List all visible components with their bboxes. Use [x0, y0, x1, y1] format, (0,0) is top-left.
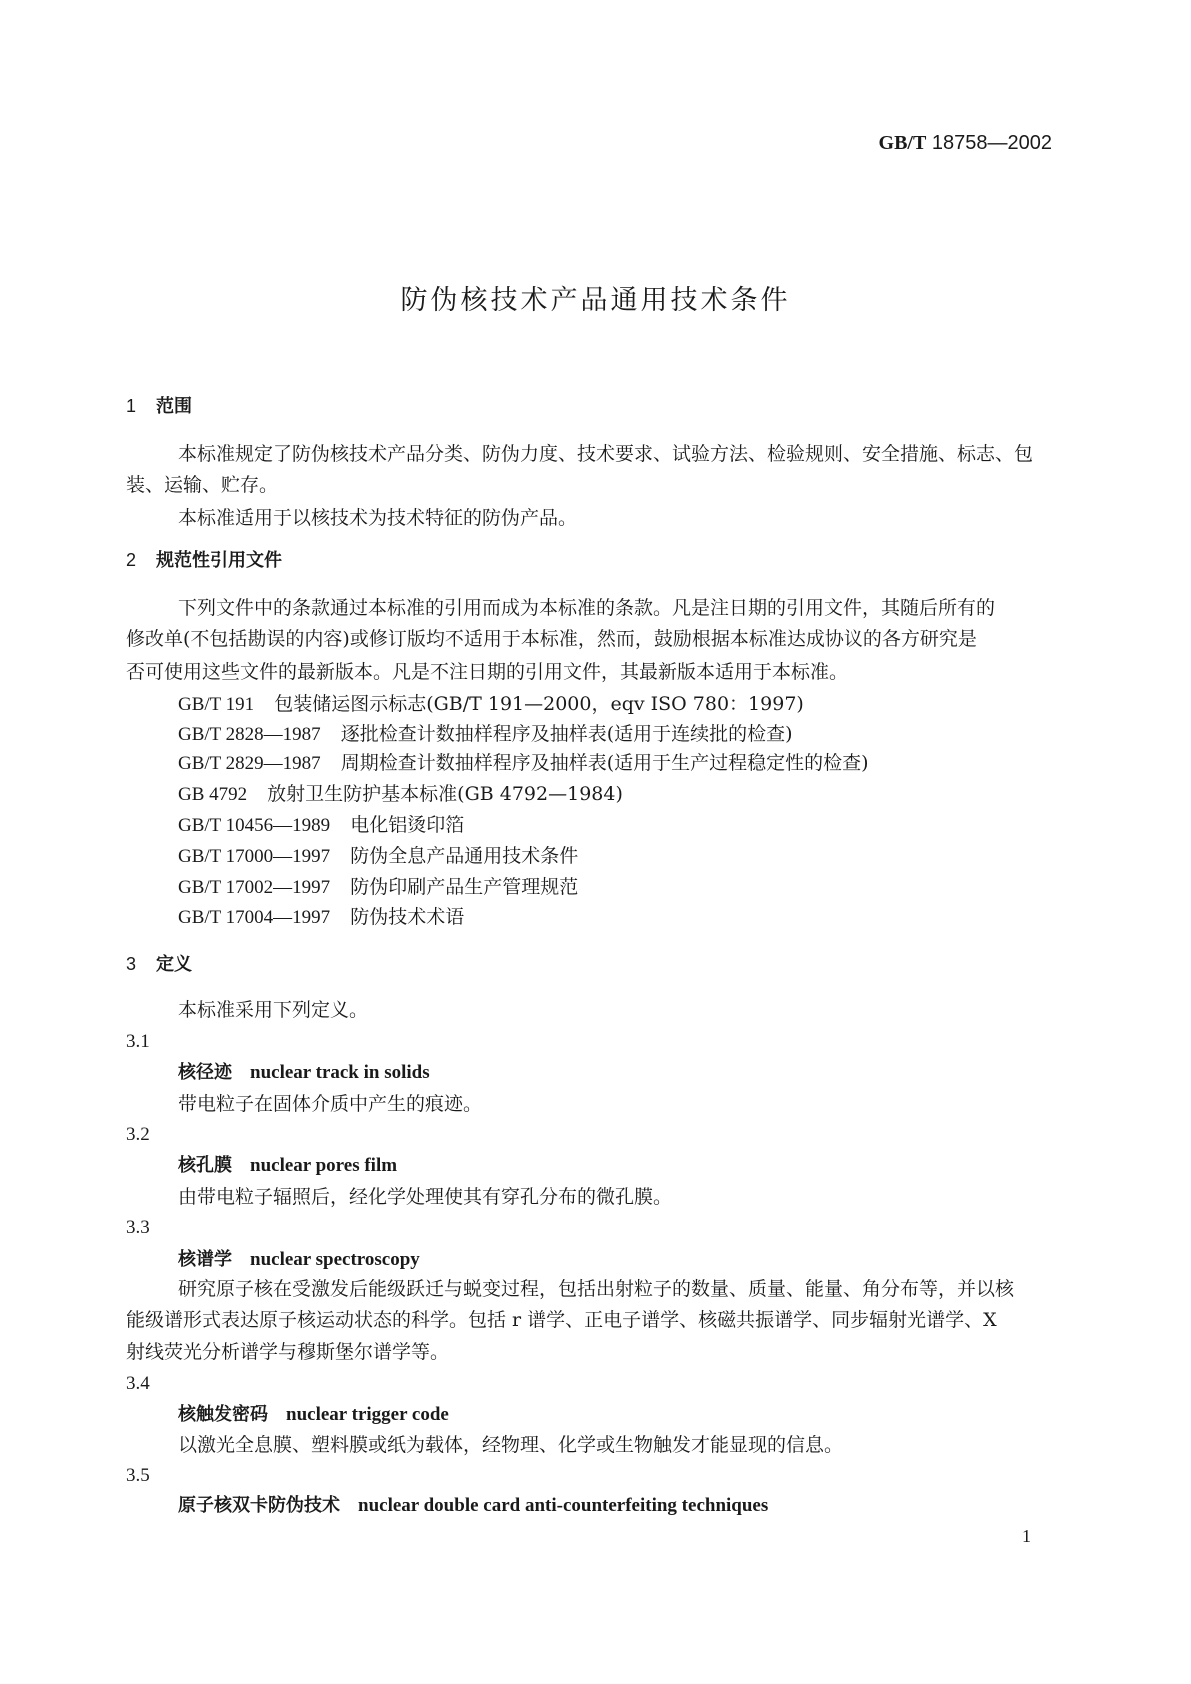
term-en: nuclear pores film [250, 1155, 398, 1176]
section-number: 1 [126, 396, 137, 416]
definition-line: 带电粒子在固体介质中产生的痕迹。 [178, 1093, 483, 1115]
reference-title: 防伪印刷产品生产管理规范 [350, 876, 579, 898]
paragraph-line: 否可使用这些文件的最新版本。凡是不注日期的引用文件，其最新版本适用于本标准。 [126, 661, 849, 683]
definition-line: 能级谱形式表达原子核运动状态的科学。包括 r 谱学、正电子谱学、核磁共振谱学、同步辐射光谱学、X [126, 1309, 997, 1331]
standard-code [879, 130, 1052, 155]
reference-item [178, 901, 464, 933]
term-en: nuclear trigger code [286, 1404, 449, 1425]
clause-number: 3.1 [126, 1031, 150, 1052]
reference-code: GB/T 2828—1987 [178, 724, 321, 745]
paragraph-line: 装、运输、贮存。 [126, 474, 279, 496]
term-en: nuclear spectroscopy [250, 1249, 420, 1270]
term [178, 1150, 397, 1182]
reference-item [178, 778, 623, 810]
term-en: nuclear double card anti-counterfeiting techniques [358, 1495, 769, 1516]
paragraph-line: 修改单(不包括勘误的内容)或修订版均不适用于本标准，然而，鼓励根据本标准达成协议的各方研究是 [126, 628, 977, 650]
section-number: 2 [126, 550, 137, 570]
reference-title: 周期检查计数抽样程序及抽样表(适用于生产过程稳定性的检查) [340, 752, 869, 774]
section-number: 3 [126, 954, 137, 974]
definition-line: 由带电粒子辐照后，经化学处理使其有穿孔分布的微孔膜。 [178, 1186, 673, 1208]
paragraph-line: 本标准适用于以核技术为技术特征的防伪产品。 [178, 507, 578, 529]
reference-item [178, 871, 578, 903]
term [178, 1490, 768, 1522]
section-title: 定义 [156, 954, 193, 975]
reference-code: GB 4792 [178, 784, 248, 805]
reference-title: 包装储运图示标志(GB/T 191—2000，eqv ISO 780：1997) [274, 693, 804, 715]
paragraph-line: 本标准采用下列定义。 [178, 999, 369, 1021]
definition-line: 研究原子核在受激发后能级跃迁与蜕变过程，包括出射粒子的数量、质量、能量、角分布等，并以核 [178, 1278, 1015, 1300]
term-zh: 核谱学 [178, 1249, 232, 1270]
reference-title: 防伪全息产品通用技术条件 [350, 845, 579, 867]
document-title: 防伪核技术产品通用技术条件 [400, 285, 791, 316]
standard-code-number: 18758—2002 [926, 132, 1052, 154]
standard-code-prefix: GB/T [878, 132, 927, 154]
reference-title: 电化铝烫印箔 [350, 814, 465, 836]
term-en: nuclear track in solids [250, 1062, 430, 1083]
reference-code: GB/T 191 [178, 694, 255, 715]
term [178, 1399, 449, 1431]
reference-code: GB/T 10456—1989 [178, 815, 331, 836]
term [178, 1244, 420, 1276]
reference-item [178, 718, 793, 750]
reference-item [178, 747, 869, 779]
clause-number: 3.3 [126, 1217, 150, 1238]
reference-code: GB/T 17000—1997 [178, 846, 331, 867]
paragraph-line: 本标准规定了防伪核技术产品分类、防伪力度、技术要求、试验方法、检验规则、安全措施、标志、包 [178, 443, 1034, 465]
clause-number: 3.2 [126, 1124, 150, 1145]
term-zh: 核触发密码 [178, 1404, 268, 1425]
section-title: 规范性引用文件 [156, 550, 283, 571]
reference-title: 逐批检查计数抽样程序及抽样表(适用于连续批的检查) [340, 723, 793, 745]
clause-number: 3.5 [126, 1465, 150, 1486]
section-heading-3 [126, 948, 192, 980]
term [178, 1057, 430, 1089]
reference-item [178, 688, 804, 720]
term-zh: 原子核双卡防伪技术 [178, 1495, 340, 1516]
reference-title: 放射卫生防护基本标准(GB 4792—1984) [267, 783, 623, 805]
term-zh: 核孔膜 [178, 1155, 232, 1176]
reference-item [178, 809, 464, 841]
section-heading-2 [126, 544, 282, 576]
page-number: 1 [1022, 1526, 1031, 1546]
reference-item [178, 840, 578, 872]
section-heading-1 [126, 390, 192, 422]
term-zh: 核径迹 [178, 1062, 232, 1083]
clause-number: 3.4 [126, 1373, 150, 1394]
paragraph-line: 下列文件中的条款通过本标准的引用而成为本标准的条款。凡是注日期的引用文件，其随后所有的 [178, 597, 996, 619]
reference-title: 防伪技术术语 [350, 906, 465, 928]
section-title: 范围 [156, 396, 193, 417]
definition-line: 射线荧光分析谱学与穆斯堡尔谱学等。 [126, 1341, 450, 1363]
reference-code: GB/T 17004—1997 [178, 907, 331, 928]
reference-code: GB/T 2829—1987 [178, 753, 321, 774]
definition-line: 以激光全息膜、塑料膜或纸为载体，经物理、化学或生物触发才能显现的信息。 [178, 1434, 844, 1456]
reference-code: GB/T 17002—1997 [178, 877, 331, 898]
